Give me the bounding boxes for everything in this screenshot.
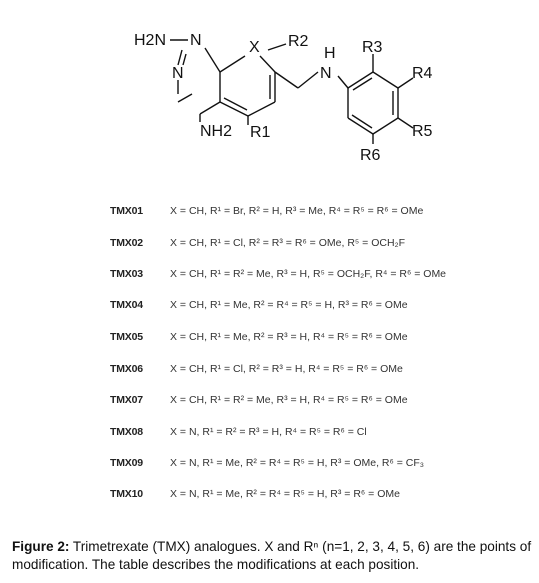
nh-hydrogen-label: H xyxy=(324,45,336,62)
compound-code: TMX09 xyxy=(110,457,143,469)
r2-label: R2 xyxy=(288,33,309,50)
compound-code: TMX03 xyxy=(110,268,143,280)
r1-label: R1 xyxy=(250,124,271,141)
r5-label: R5 xyxy=(412,123,433,140)
r6-label: R6 xyxy=(360,147,381,164)
x-position-label: X xyxy=(249,39,260,56)
compound-code: TMX06 xyxy=(110,363,143,375)
compound-modifications: X = CH, R¹ = Br, R² = H, R³ = Me, R⁴ = R⁵ = R⁶ = OMe xyxy=(170,205,424,217)
compound-code: TMX08 xyxy=(110,426,143,438)
compound-modifications: X = CH, R¹ = R² = Me, R³ = H, R⁵ = OCH₂F, R⁴ = R⁶ = OMe xyxy=(170,268,447,280)
compound-modifications: X = CH, R¹ = Me, R² = R³ = H, R⁴ = R⁵ = R⁶ = OMe xyxy=(170,331,408,343)
caption-label: Figure 2: xyxy=(12,539,70,554)
amino-group-label: H2N xyxy=(134,32,167,49)
r3-label: R3 xyxy=(362,39,383,56)
compound-code: TMX05 xyxy=(110,331,143,343)
compound-code: TMX02 xyxy=(110,237,143,249)
caption-text: Trimetrexate (TMX) analogues. X and Rⁿ (n=1, 2, 3, 4, 5, 6) are the points of modification. The table describes the modifications at each position. xyxy=(12,539,532,572)
ring-nitrogen-left-label: N xyxy=(172,65,184,82)
compound-modifications: X = N, R¹ = Me, R² = R⁴ = R⁵ = H, R³ = R⁶ = OMe xyxy=(170,488,400,500)
compound-code: TMX07 xyxy=(110,394,143,406)
amino-group-bottom-label: NH2 xyxy=(200,123,233,140)
r4-label: R4 xyxy=(412,65,433,82)
compound-code: TMX04 xyxy=(110,299,143,311)
figure-caption xyxy=(12,538,534,574)
compound-code: TMX01 xyxy=(110,205,143,217)
ring-nitrogen-top-label: N xyxy=(190,32,202,49)
compound-modifications: X = CH, R¹ = Me, R² = R⁴ = R⁵ = H, R³ = R⁶ = OMe xyxy=(170,299,408,311)
chemical-structure xyxy=(110,10,450,185)
compound-modifications: X = N, R¹ = Me, R² = R⁴ = R⁵ = H, R³ = OMe, R⁶ = CF₃ xyxy=(170,457,425,469)
amine-nitrogen-label: N xyxy=(320,65,332,82)
compound-modifications: X = CH, R¹ = Cl, R² = R³ = R⁶ = OMe, R⁵ = OCH₂F xyxy=(170,237,406,249)
compound-modifications: X = CH, R¹ = Cl, R² = R³ = H, R⁴ = R⁵ = R⁶ = OMe xyxy=(170,363,403,375)
compound-modifications: X = N, R¹ = R² = R³ = H, R⁴ = R⁵ = R⁶ = Cl xyxy=(170,426,367,438)
compound-code: TMX10 xyxy=(110,488,143,500)
compound-modifications: X = CH, R¹ = R² = Me, R³ = H, R⁴ = R⁵ = R⁶ = OMe xyxy=(170,394,408,406)
